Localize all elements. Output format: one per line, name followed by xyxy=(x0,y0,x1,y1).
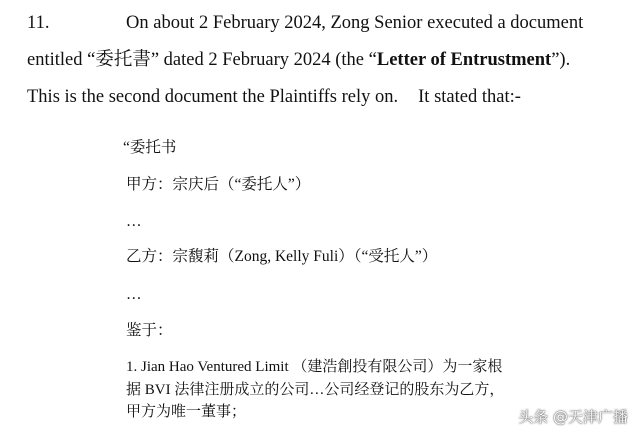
quote-whereas: 鉴于： xyxy=(126,322,173,339)
line3-part2: It stated that:- xyxy=(418,87,521,107)
quote-party-a: 甲方：宗庆后（“委托人”） xyxy=(126,176,311,193)
quote-item-1-line-1: 1. Jian Hao Ventured Limit （建浩創投有限公司）为一家根 xyxy=(126,359,503,375)
watermark: 头条 @天津广播 xyxy=(518,408,628,426)
line3-part1: This is the second document the Plaintiffs rely on. xyxy=(27,87,399,107)
paragraph-line-3 xyxy=(27,88,521,107)
line2-before: entitled “委托書” dated 2 February 2024 (the “ xyxy=(27,50,377,70)
paragraph-line-2 xyxy=(27,51,570,70)
quote-party-b: 乙方：宗馥莉（Zong, Kelly Fuli）（“受托人”） xyxy=(126,248,438,265)
defined-term-letter-of-entrustment: Letter of Entrustment xyxy=(376,50,552,70)
quote-ellipsis-1: … xyxy=(126,213,142,230)
paragraph-line-1: On about 2 February 2024, Zong Senior executed a document xyxy=(126,13,584,33)
quote-title: “委托书 xyxy=(123,139,177,156)
quote-item-1-line-2: 据 BVI 法律注册成立的公司…公司经登记的股东为乙方， xyxy=(126,382,505,398)
paragraph-number: 11. xyxy=(27,13,50,33)
quote-ellipsis-2: … xyxy=(126,286,142,303)
line2-after: ”). xyxy=(551,50,571,70)
quote-item-1-line-3: 甲方为唯一董事； xyxy=(126,404,247,420)
